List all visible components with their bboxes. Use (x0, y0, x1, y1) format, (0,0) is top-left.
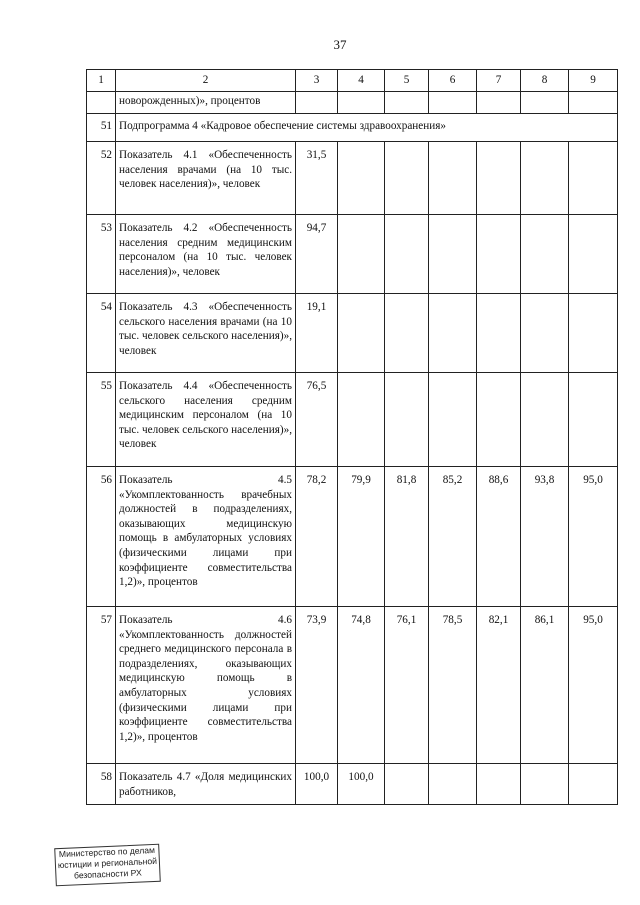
table-row (87, 215, 618, 294)
value-cell (477, 92, 521, 114)
row-number: 51 (87, 114, 116, 142)
value-cell (477, 215, 521, 294)
value-cell (385, 294, 429, 373)
subprogram-title: Подпрограмма 4 «Кадровое обеспечение системы здравоохранения» (116, 114, 618, 142)
column-header: 7 (477, 70, 521, 92)
value-cell: 93,8 (521, 467, 569, 607)
value-cell (477, 764, 521, 805)
value-cell (477, 142, 521, 215)
value-cell (385, 215, 429, 294)
column-header: 1 (87, 70, 116, 92)
value-cell (296, 92, 338, 114)
table-row (87, 373, 618, 467)
value-cell: 86,1 (521, 607, 569, 764)
value-cell (569, 142, 618, 215)
row-number: 57 (87, 607, 116, 764)
value-cell (521, 373, 569, 467)
value-cell (429, 215, 477, 294)
value-cell (521, 764, 569, 805)
row-number: 55 (87, 373, 116, 467)
value-cell: 79,9 (338, 467, 385, 607)
column-header: 3 (296, 70, 338, 92)
row-description: Показатель 4.1 «Обеспеченность населения врачами (на 10 тыс. человек населения)», человек (116, 142, 296, 215)
value-cell: 95,0 (569, 607, 618, 764)
column-header: 5 (385, 70, 429, 92)
value-cell (385, 142, 429, 215)
value-cell (521, 294, 569, 373)
value-cell (385, 764, 429, 805)
value-cell (569, 294, 618, 373)
value-cell: 74,8 (338, 607, 385, 764)
value-cell (569, 764, 618, 805)
page-number: 37 (333, 37, 347, 52)
value-cell: 81,8 (385, 467, 429, 607)
value-cell (477, 373, 521, 467)
value-cell (385, 373, 429, 467)
value-cell (338, 92, 385, 114)
value-cell (477, 294, 521, 373)
value-cell (338, 142, 385, 215)
row-number: 54 (87, 294, 116, 373)
value-cell: 78,2 (296, 467, 338, 607)
row-description: новорожденных)», процентов (116, 92, 296, 114)
stamp-line: Министерство по делам (58, 844, 156, 860)
row-description: Показатель 4.6 «Укомплектованность должностей среднего медицинского персонала в подразделениях, оказывающих медицинскую помощь в амбулаторных условиях (физическими лицами при коэффициенте совместительства 1,2)», процентов (116, 607, 296, 764)
column-header: 2 (116, 70, 296, 92)
table-row (87, 142, 618, 215)
row-number: 56 (87, 467, 116, 607)
value-cell (569, 215, 618, 294)
column-header: 9 (569, 70, 618, 92)
row-number: 52 (87, 142, 116, 215)
value-cell: 76,1 (385, 607, 429, 764)
value-cell: 19,1 (296, 294, 338, 373)
value-cell: 78,5 (429, 607, 477, 764)
row-description: Показатель 4.4 «Обеспеченность сельского населения средним медицинским персоналом (на 10 тыс. человек сельского населения)», человек (116, 373, 296, 467)
table-row (87, 764, 618, 805)
stamp-line: безопасности РХ (73, 867, 142, 881)
value-cell: 94,7 (296, 215, 338, 294)
registration-stamp (54, 844, 161, 887)
row-description: Показатель 4.2 «Обеспеченность населения средним медицинским персоналом (на 10 тыс. человек населения)», человек (116, 215, 296, 294)
indicators-table (86, 69, 618, 805)
value-cell (569, 92, 618, 114)
value-cell: 76,5 (296, 373, 338, 467)
value-cell (338, 215, 385, 294)
row-description: Показатель 4.7 «Доля медицинских работников, (116, 764, 296, 805)
value-cell (521, 92, 569, 114)
value-cell (338, 373, 385, 467)
subprogram-row (87, 114, 618, 142)
table-row (87, 467, 618, 607)
value-cell (338, 294, 385, 373)
row-number (87, 92, 116, 114)
value-cell (429, 142, 477, 215)
column-header: 4 (338, 70, 385, 92)
value-cell (521, 215, 569, 294)
value-cell: 73,9 (296, 607, 338, 764)
value-cell (521, 142, 569, 215)
value-cell (429, 294, 477, 373)
value-cell (429, 373, 477, 467)
value-cell: 100,0 (338, 764, 385, 805)
value-cell (429, 764, 477, 805)
value-cell (385, 92, 429, 114)
stamp-line: юстиции и региональной (57, 855, 158, 871)
value-cell (429, 92, 477, 114)
row-description: Показатель 4.3 «Обеспеченность сельского населения врачами (на 10 тыс. человек сельского населения)», человек (116, 294, 296, 373)
value-cell: 82,1 (477, 607, 521, 764)
value-cell: 88,6 (477, 467, 521, 607)
continuation-row (87, 92, 618, 114)
value-cell: 31,5 (296, 142, 338, 215)
column-header: 6 (429, 70, 477, 92)
table-row (87, 607, 618, 764)
table-row (87, 294, 618, 373)
value-cell (569, 373, 618, 467)
row-number: 58 (87, 764, 116, 805)
column-header-row (87, 70, 618, 92)
row-description: Показатель 4.5 «Укомплектованность врачебных должностей в подразделениях, оказывающих медицинскую помощь в амбулаторных условиях (физическими лицами при коэффициенте совместительства 1,2)», процентов (116, 467, 296, 607)
value-cell: 85,2 (429, 467, 477, 607)
row-number: 53 (87, 215, 116, 294)
column-header: 8 (521, 70, 569, 92)
value-cell: 95,0 (569, 467, 618, 607)
value-cell: 100,0 (296, 764, 338, 805)
